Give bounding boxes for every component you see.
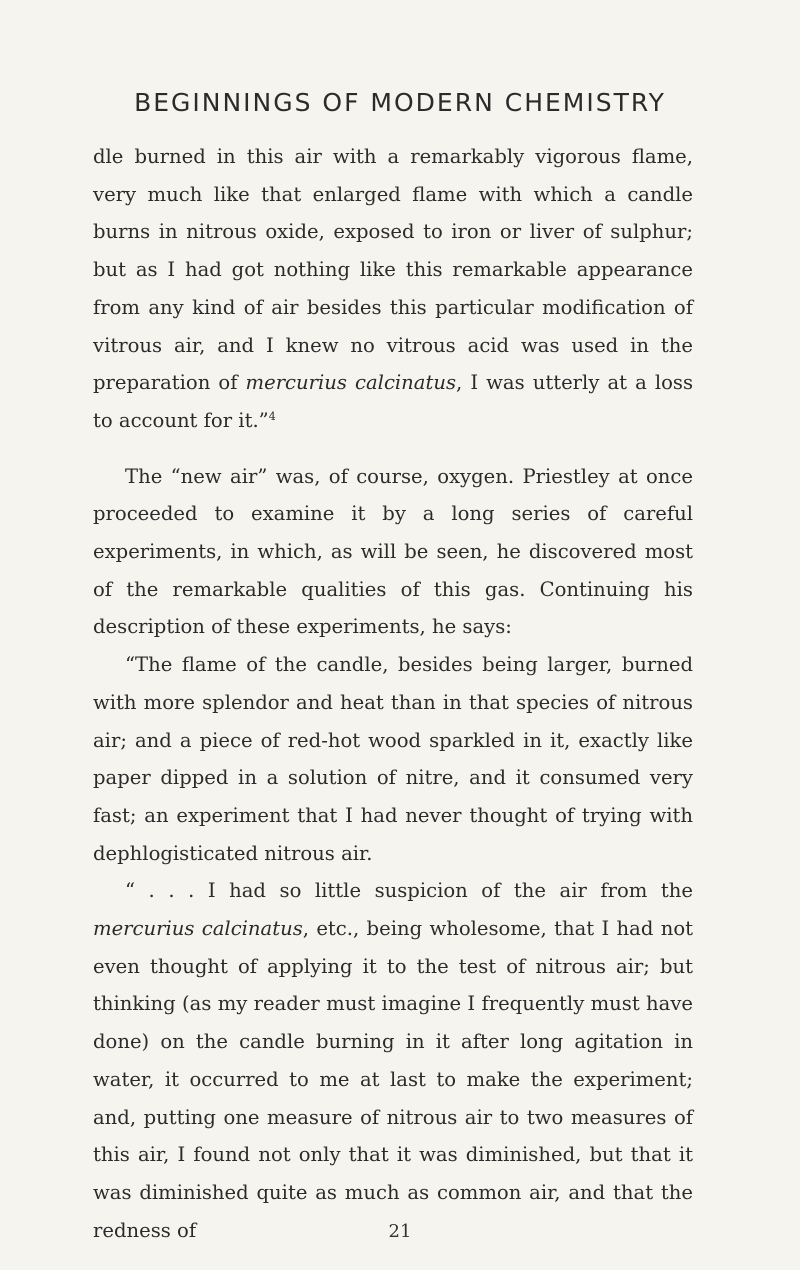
paragraph-2: The “new air” was, of course, oxygen. Priestley at once proceeded to examine it by a long series of careful experiments, in which, as will be seen, he discovered most of the remarkable qualities of this gas. Continuing his description of these experiments, he says: <box>93 464 693 639</box>
paragraph-1-text-a: dle burned in this air with a remarkably vigorous flame, very much like that enlarged flame with which a candle burns in nitrous oxide, exposed to iron or liver of sulphur; but as I had got nothing like this remarkable appearance from any kind of air besides this particular modification of vitrous air, and I knew no vitrous acid was used in the preparation of <box>93 145 693 395</box>
paragraph-1-italic: mercurius calcinatus <box>245 371 457 395</box>
paragraph-3: “The flame of the candle, besides being larger, burned with more splendor and heat than in that species of nitrous air; and a piece of red-hot wood sparkled in it, exactly like paper dipped in a solution of nitre, and it consumed very fast; an experiment that I had never thought of trying with dephlogisticated nitrous air. <box>93 653 693 865</box>
paragraph-4-italic: mercurius calcinatus <box>93 917 303 941</box>
paragraph-1-text-b: , I was utterly at a loss to account for it.” <box>93 371 693 432</box>
paragraph-4-text-a: “ . . . I had so little suspicion of the air from the <box>125 879 693 903</box>
footnote-reference: 4 <box>268 409 276 423</box>
paragraph-4 <box>93 872 693 1249</box>
paragraph-1 <box>93 138 693 440</box>
page-number: 21 <box>388 1221 412 1242</box>
running-head: BEGINNINGS OF MODERN CHEMISTRY <box>134 88 666 117</box>
body-text <box>93 138 693 1249</box>
paragraph-4-text-b: , etc., being wholesome, that I had not even thought of applying it to the test of nitrous air; but thinking (as my reader must imagine I frequently must have done) on the candle burning in it after long agitation in water, it occurred to me at last to make the experiment; and, putting one measure of nitrous air to two measures of this air, I found not only that it was diminished, but that it was diminished quite as much as common air, and that the redness of <box>93 917 693 1242</box>
